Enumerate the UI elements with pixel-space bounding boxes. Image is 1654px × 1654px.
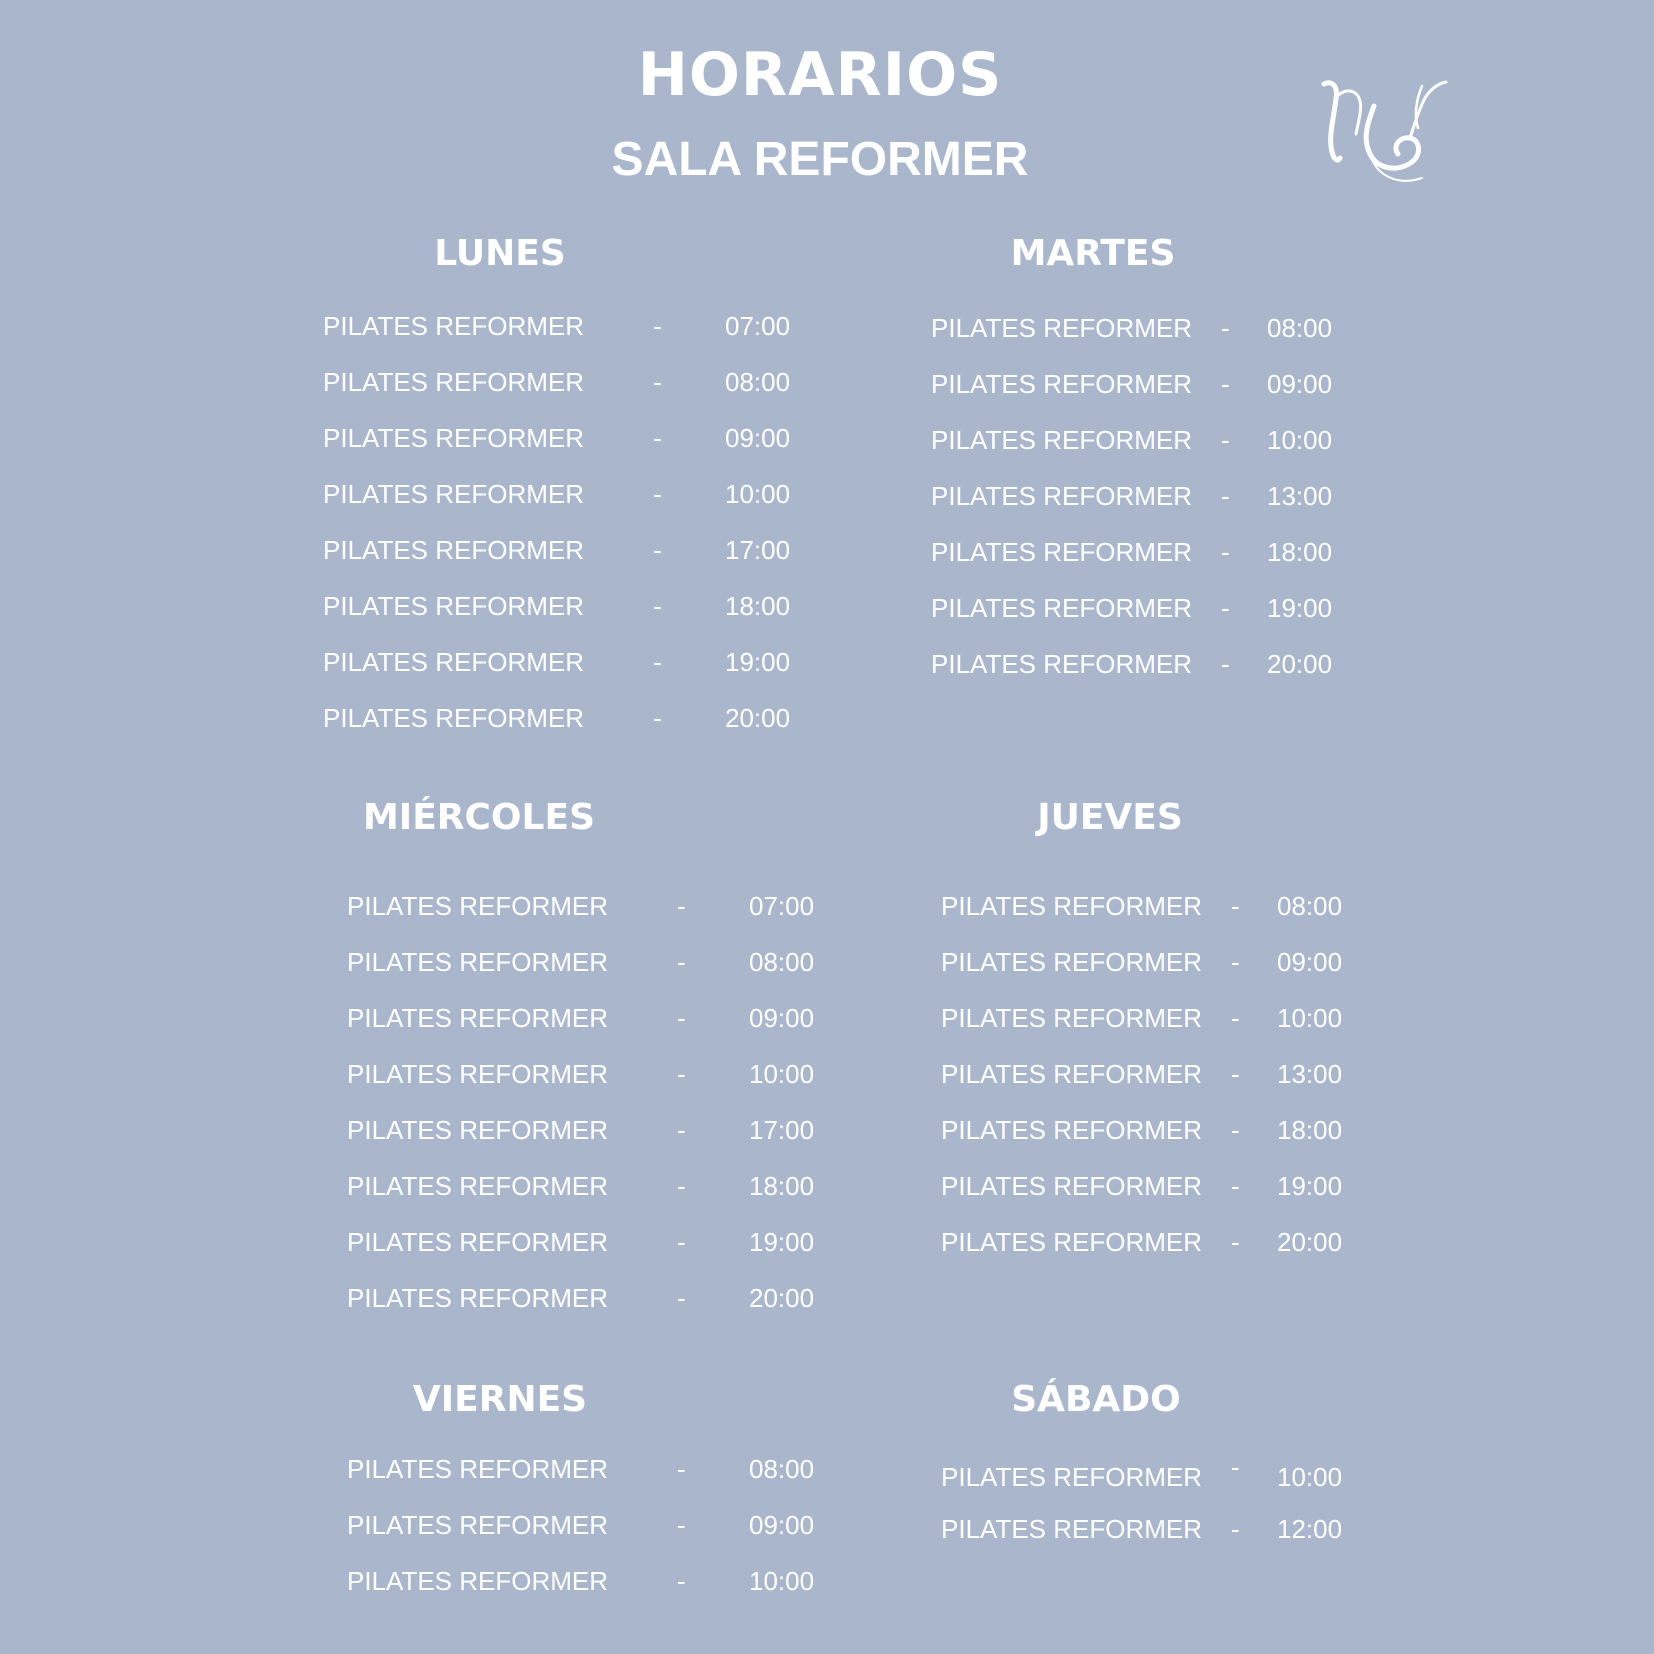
- class-name: PILATES REFORMER: [347, 1283, 609, 1313]
- class-name: PILATES REFORMER: [931, 313, 1193, 343]
- class-name: PILATES REFORMER: [931, 537, 1193, 567]
- separator: -: [677, 1115, 686, 1145]
- class-time: 17:00: [749, 1115, 815, 1145]
- separator: -: [1231, 947, 1240, 977]
- class-name: PILATES REFORMER: [931, 425, 1193, 455]
- class-time: 10:00: [749, 1059, 815, 1089]
- class-name: PILATES REFORMER: [931, 369, 1193, 399]
- separator: -: [677, 947, 686, 977]
- class-time: 07:00: [749, 891, 815, 921]
- class-time: 10:00: [1277, 1462, 1343, 1492]
- class-name: PILATES REFORMER: [941, 1171, 1203, 1201]
- class-name: PILATES REFORMER: [323, 535, 585, 565]
- separator: -: [1231, 1171, 1240, 1201]
- class-name: PILATES REFORMER: [941, 1115, 1203, 1145]
- separator: -: [677, 1566, 686, 1596]
- separator: -: [653, 591, 662, 621]
- class-name: PILATES REFORMER: [941, 947, 1203, 977]
- class-name: PILATES REFORMER: [347, 1454, 609, 1484]
- class-time: 10:00: [1267, 425, 1333, 455]
- separator: -: [1231, 891, 1240, 921]
- class-time: 09:00: [1267, 369, 1333, 399]
- separator: -: [677, 1510, 686, 1540]
- separator: -: [653, 311, 662, 341]
- separator: -: [653, 535, 662, 565]
- class-time: 07:00: [725, 311, 791, 341]
- day-heading-martes: MARTES: [1010, 233, 1176, 274]
- class-time: 08:00: [749, 947, 815, 977]
- day-heading-viernes: VIERNES: [412, 1379, 588, 1420]
- separator: -: [1221, 313, 1230, 343]
- separator: -: [677, 1454, 686, 1484]
- separator: -: [1231, 1227, 1240, 1257]
- class-time: 08:00: [749, 1454, 815, 1484]
- separator: -: [1231, 1115, 1240, 1145]
- separator: -: [677, 1059, 686, 1089]
- class-name: PILATES REFORMER: [323, 479, 585, 509]
- class-name: PILATES REFORMER: [347, 1115, 609, 1145]
- class-name: PILATES REFORMER: [323, 423, 585, 453]
- separator: -: [1231, 1514, 1240, 1544]
- class-name: PILATES REFORMER: [347, 1059, 609, 1089]
- class-time: 19:00: [725, 647, 791, 677]
- class-name: PILATES REFORMER: [323, 703, 585, 733]
- class-name: PILATES REFORMER: [931, 649, 1193, 679]
- class-time: 18:00: [1277, 1115, 1343, 1145]
- separator: -: [653, 703, 662, 733]
- class-name: PILATES REFORMER: [941, 1227, 1203, 1257]
- class-name: PILATES REFORMER: [941, 1059, 1203, 1089]
- class-time: 09:00: [725, 423, 791, 453]
- class-name: PILATES REFORMER: [347, 1566, 609, 1596]
- class-name: PILATES REFORMER: [941, 1462, 1203, 1492]
- separator: -: [1221, 649, 1230, 679]
- separator: -: [1221, 425, 1230, 455]
- separator: -: [677, 1171, 686, 1201]
- separator: -: [677, 1283, 686, 1313]
- class-name: PILATES REFORMER: [347, 891, 609, 921]
- day-heading-sabado: SÁBADO: [1011, 1379, 1181, 1420]
- class-time: 18:00: [1267, 537, 1333, 567]
- separator: -: [1221, 537, 1230, 567]
- separator: -: [1221, 481, 1230, 511]
- class-name: PILATES REFORMER: [347, 1171, 609, 1201]
- day-heading-lunes: LUNES: [434, 233, 566, 274]
- class-time: 18:00: [725, 591, 791, 621]
- separator: -: [653, 423, 662, 453]
- class-time: 10:00: [1277, 1003, 1343, 1033]
- class-name: PILATES REFORMER: [323, 647, 585, 677]
- class-name: PILATES REFORMER: [347, 1003, 609, 1033]
- separator: -: [1231, 1452, 1240, 1482]
- class-name: PILATES REFORMER: [347, 1227, 609, 1257]
- class-time: 08:00: [1267, 313, 1333, 343]
- class-name: PILATES REFORMER: [347, 1510, 609, 1540]
- class-time: 19:00: [1277, 1171, 1343, 1201]
- separator: -: [1231, 1003, 1240, 1033]
- separator: -: [653, 479, 662, 509]
- class-name: PILATES REFORMER: [323, 591, 585, 621]
- class-time: 10:00: [749, 1566, 815, 1596]
- class-time: 20:00: [1267, 649, 1333, 679]
- class-time: 20:00: [725, 703, 791, 733]
- separator: -: [653, 367, 662, 397]
- class-name: PILATES REFORMER: [323, 311, 585, 341]
- separator: -: [677, 1227, 686, 1257]
- separator: -: [1221, 369, 1230, 399]
- class-time: 08:00: [725, 367, 791, 397]
- separator: -: [677, 891, 686, 921]
- class-time: 20:00: [1277, 1227, 1343, 1257]
- class-time: 13:00: [1267, 481, 1333, 511]
- class-time: 13:00: [1277, 1059, 1343, 1089]
- class-time: 10:00: [725, 479, 791, 509]
- page-title: HORARIOS: [637, 40, 1003, 110]
- separator: -: [1231, 1059, 1240, 1089]
- class-time: 17:00: [725, 535, 791, 565]
- class-name: PILATES REFORMER: [931, 593, 1193, 623]
- page-subtitle: SALA REFORMER: [611, 133, 1029, 186]
- class-name: PILATES REFORMER: [941, 1514, 1203, 1544]
- class-name: PILATES REFORMER: [347, 947, 609, 977]
- class-time: 09:00: [749, 1510, 815, 1540]
- monogram-logo-icon: [1318, 76, 1458, 191]
- separator: -: [677, 1003, 686, 1033]
- day-heading-miercoles: MIÉRCOLES: [362, 797, 595, 838]
- class-time: 12:00: [1277, 1514, 1343, 1544]
- day-heading-jueves: JUEVES: [1037, 797, 1183, 838]
- class-time: 20:00: [749, 1283, 815, 1313]
- separator: -: [1221, 593, 1230, 623]
- class-name: PILATES REFORMER: [941, 1003, 1203, 1033]
- class-name: PILATES REFORMER: [941, 891, 1203, 921]
- separator: -: [653, 647, 662, 677]
- class-time: 09:00: [749, 1003, 815, 1033]
- class-name: PILATES REFORMER: [323, 367, 585, 397]
- class-name: PILATES REFORMER: [931, 481, 1193, 511]
- class-time: 18:00: [749, 1171, 815, 1201]
- class-time: 19:00: [1267, 593, 1333, 623]
- class-time: 08:00: [1277, 891, 1343, 921]
- class-time: 19:00: [749, 1227, 815, 1257]
- class-time: 09:00: [1277, 947, 1343, 977]
